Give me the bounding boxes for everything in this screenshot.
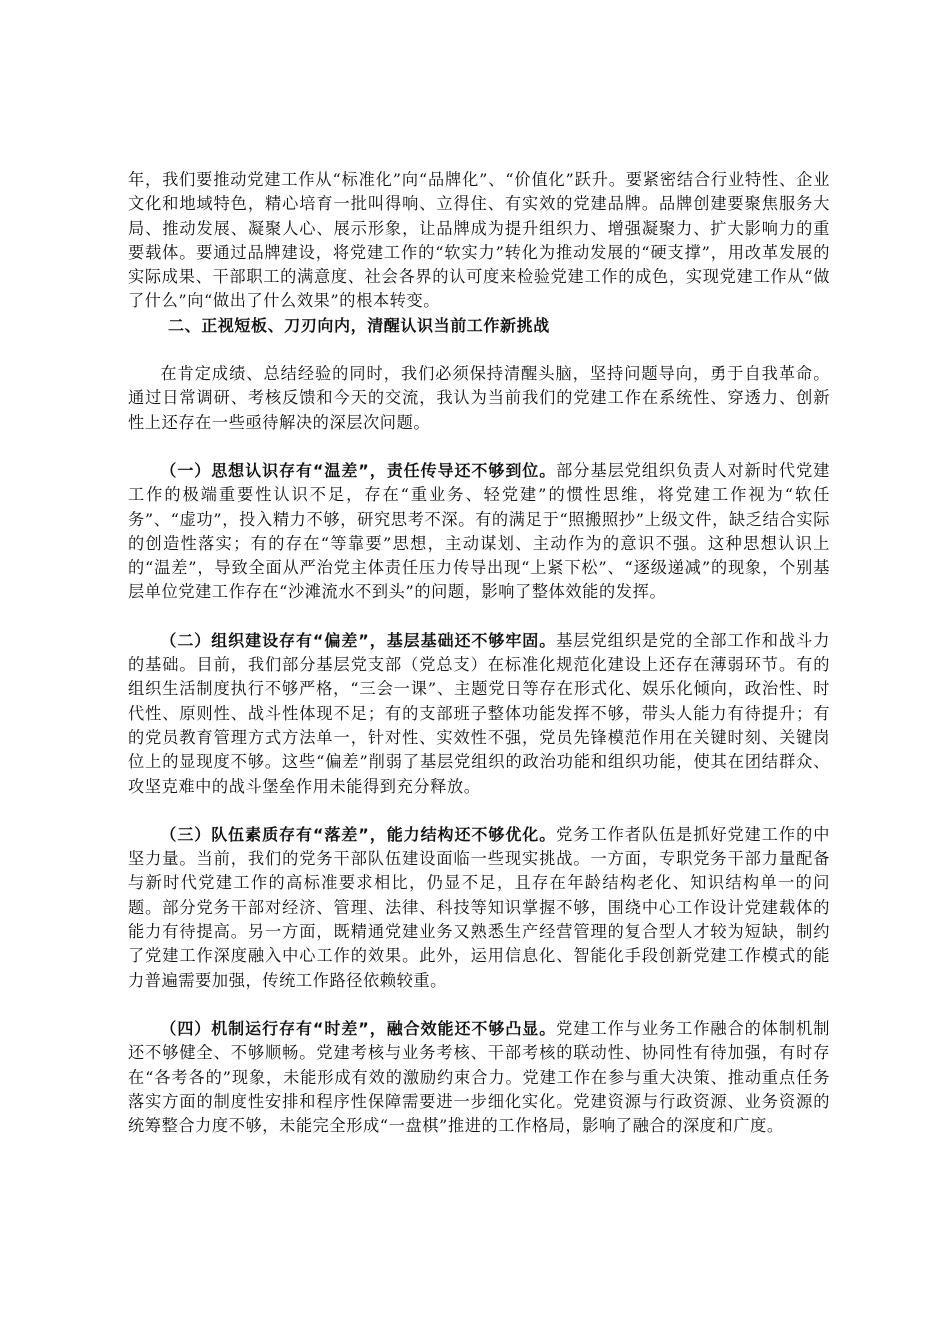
section-heading: 二、正视短板、刀刃向内，清醒认识当前工作新挑战 — [168, 315, 550, 335]
item-paragraph-2 — [128, 629, 830, 799]
item-paragraph-1 — [128, 459, 830, 605]
document-page — [128, 168, 830, 1138]
section-intro-paragraph: 在肯定成绩、总结经验的同时，我们必须保持清醒头脑，坚持问题导向，勇于自我革命。通过日常调研、考核反馈和今天的交流，我认为当前我们的党建工作在系统性、穿透力、创新性上还存在一些亟待解决的深层次问题。 — [128, 364, 830, 432]
item-lead-2: （二）组织建设存有“偏差”，基层基础还不够牢固。 — [160, 630, 557, 650]
item-body-2: 基层党组织是党的全部工作和战斗力的基础。目前，我们部分基层党支部（党总支）在标准化规范化建设上还存在薄弱环节。有的组织生活制度执行不够严格，“三会一课”、主题党日等存在形式化、娱乐化倾向，政治性、时代性、原则性、战斗性体现不足；有的支部班子整体功能发挥不够，带头人能力有待提升；有的党员教育管理方式方法单一，针对性、实效性不强，党员先锋模范作用在关键时刻、关键岗位上的显现度不够。这些“偏差”削弱了基层党组织的政治功能和组织功能，使其在团结群众、攻坚克难中的战斗堡垒作用未能得到充分释放。 — [128, 630, 830, 796]
item-lead-4: （四）机制运行存有“时差”，融合效能还不够凸显。 — [160, 1018, 557, 1038]
item-paragraph-3 — [128, 823, 830, 993]
item-body-3: 党务工作者队伍是抓好党建工作的中坚力量。当前，我们的党务干部队伍建设面临一些现实挑战。一方面，专职党务干部力量配备与新时代党建工作的高标准要求相比，仍显不足，且存在年龄结构老化、知识结构单一的问题。部分党务干部对经济、管理、法律、科技等知识掌握不够，围绕中心工作设计党建载体的能力有待提高。另一方面，既精通党建业务又熟悉生产经营管理的复合型人才较为短缺，制约了党建工作深度融入中心工作的效果。此外，运用信息化、智能化手段创新党建工作模式的能力普遍需要加强，传统工作路径依赖较重。 — [128, 824, 830, 990]
item-paragraph-4 — [128, 1017, 830, 1138]
item-body-4: 党建工作与业务工作融合的体制机制还不够健全、不够顺畅。党建考核与业务考核、干部考核的联动性、协同性有待加强，有时存在“各考各的”现象，未能形成有效的激励约束合力。党建工作在参与重大决策、推动重点任务落实方面的制度性安排和程序性保障需要进一步细化实化。党建资源与行政资源、业务资源的统筹整合力度不够，未能完全形成“一盘棋”推进的工作格局，影响了融合的深度和广度。 — [128, 1018, 830, 1136]
item-lead-1: （一）思想认识存有“温差”，责任传导还不够到位。 — [160, 460, 557, 480]
item-lead-3: （三）队伍素质存有“落差”，能力结构还不够优化。 — [160, 824, 557, 844]
intro-paragraph: 年，我们要推动党建工作从“标准化”向“品牌化”、“价值化”跃升。要紧密结合行业特性、企业文化和地域特色，精心培育一批叫得响、立得住、有实效的党建品牌。品牌创建要聚焦服务大局、推动发展、凝聚人心、展示形象，让品牌成为提升组织力、增强凝聚力、扩大影响力的重要载体。要通过品牌建设，将党建工作的“软实力”转化为推动发展的“硬支撑”，用改革发展的实际成果、干部职工的满意度、社会各界的认可度来检验党建工作的成色，实现党建工作从“做了什么”向“做出了什么效果”的根本转变。 — [128, 170, 830, 311]
item-body-1: 部分基层党组织负责人对新时代党建工作的极端重要性认识不足，存在“重业务、轻党建”的惯性思维，将党建工作视为“软任务”、“虚功”，投入精力不够，研究思考不深。有的满足于“照搬照抄”上级文件，缺乏结合实际的创造性落实；有的存在“等靠要”思想，主动谋划、主动作为的意识不强。这种思想认识上的“温差”，导致全面从严治党主体责任压力传导出现“上紧下松”、“逐级递减”的现象，个别基层单位党建工作存在“沙滩流水不到头”的问题，影响了整体效能的发挥。 — [128, 460, 830, 602]
